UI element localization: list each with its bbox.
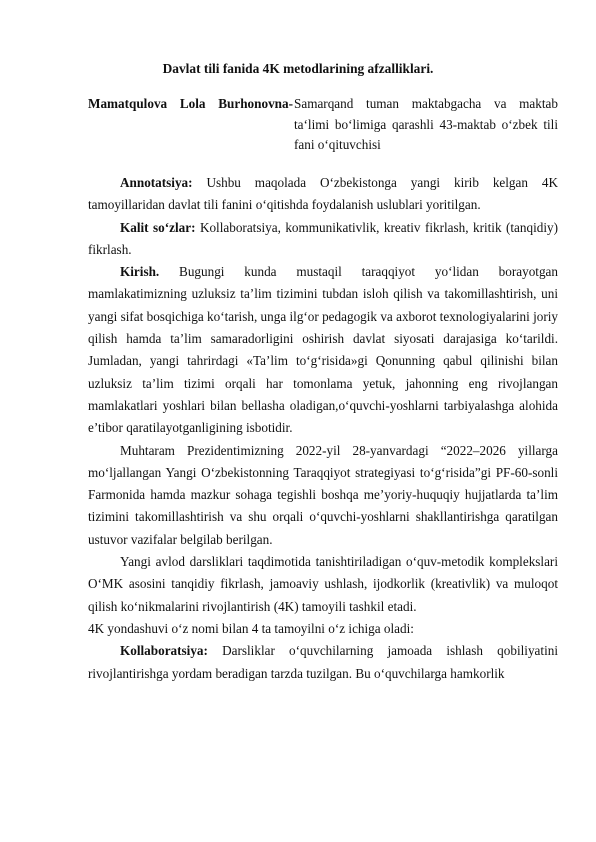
intro-text: Bugungi kunda mustaqil taraqqiyot yo‘lidan borayotgan mamlakatimizning uzluksiz ta’lim tizimini tubdan isloh qilish va takomillashtirish, uni yangi sifat bosqichiga ko‘tarish, unga ilg‘or pedagogik va axborot texnologiyalarini joriy qilish hamda ta’lim samaradorligini oshirish davlat siyosati darajasiga ko‘tarildi. Jumladan, yangi tahrirdagi «Ta’lim to‘g‘risida»gi Qonunning qabul qilinishi bilan uzluksiz ta’lim tizimi orqali har tomonlama yetuk, jahonning eng rivojlangan mamlakatlari yoshlari bilan bellasha oladigan,o‘quvchi-yoshlarni tarbiyalashga alohida e’tibor qaratilayotganligining isbotidir. <box>88 264 558 436</box>
body-paragraph-3: Yangi avlod darsliklari taqdimotida tanishtiriladigan o‘quv-metodik komplekslari O‘MK asosini tanqidiy fikrlash, jamoaviy ushlash, ijodkorlik (kreativlik) va muloqot qilish ko‘nikmalarini rivojlantirish (4K) tamoyili tashkil etadi. <box>88 554 558 614</box>
intro-label: Kirish. <box>120 264 160 280</box>
keywords-text: Kollaboratsiya, kommunikativlik, kreativ fikrlash, kritik (tanqidiy) fikrlash. <box>88 219 559 257</box>
abstract-label: Annotatsiya: <box>120 175 193 190</box>
author-affiliation: Samarqand tuman maktabgacha va maktab ta‘limi bo‘limiga qarashli 43-maktab o‘zbek tili fani o‘qituvchisi <box>294 96 558 152</box>
collaboration-paragraph <box>88 640 558 685</box>
intro-paragraph <box>88 261 558 439</box>
collaboration-label: Kollaboratsiya: <box>120 643 208 659</box>
abstract-text: Ushbu maqolada O‘zbekistonga yangi kirib kelgan 4K tamoyillaridan davlat tili fanini o‘qitishda foydalanish uslublari yoritilgan. <box>88 175 558 213</box>
abstract-paragraph <box>88 172 558 217</box>
article-body <box>88 172 558 685</box>
keywords-paragraph <box>88 217 558 262</box>
collaboration-text: Darsliklar o‘quvchilarning jamoada ishlash qobiliyatini rivojlantirishga yordam beradigan tarzda tuzilgan. Bu o‘quvchilarga hamkorlik <box>88 643 558 681</box>
keywords-label: Kalit so‘zlar: <box>120 219 196 235</box>
body-paragraph-4: 4K yondashuvi o‘z nomi bilan 4 ta tamoyilni o‘z ichiga oladi: <box>88 620 414 636</box>
body-paragraph-2: Muhtaram Prezidentimizning 2022-yil 28-yanvardagi “2022–2026 yillarga mo‘ljallangan Yangi O‘zbekistonning Taraqqiyot strategiyasi to‘g‘risida”gi PF-60-sonli Farmonida hamda mazkur sohaga tegishli boshqa me’yoriy-huquqiy hujjatlarda ta’lim tizimini takomillashtirish va shu orqali o‘quvchi-yoshlarni shakllantirishga qaratilgan ustuvor vazifalar belgilab berilgan. <box>88 442 558 547</box>
paper-title: Davlat tili fanida 4K metodlarining afzalliklari. <box>162 61 434 76</box>
author-name: Mamatqulova Lola Burhonovna- <box>88 96 293 111</box>
